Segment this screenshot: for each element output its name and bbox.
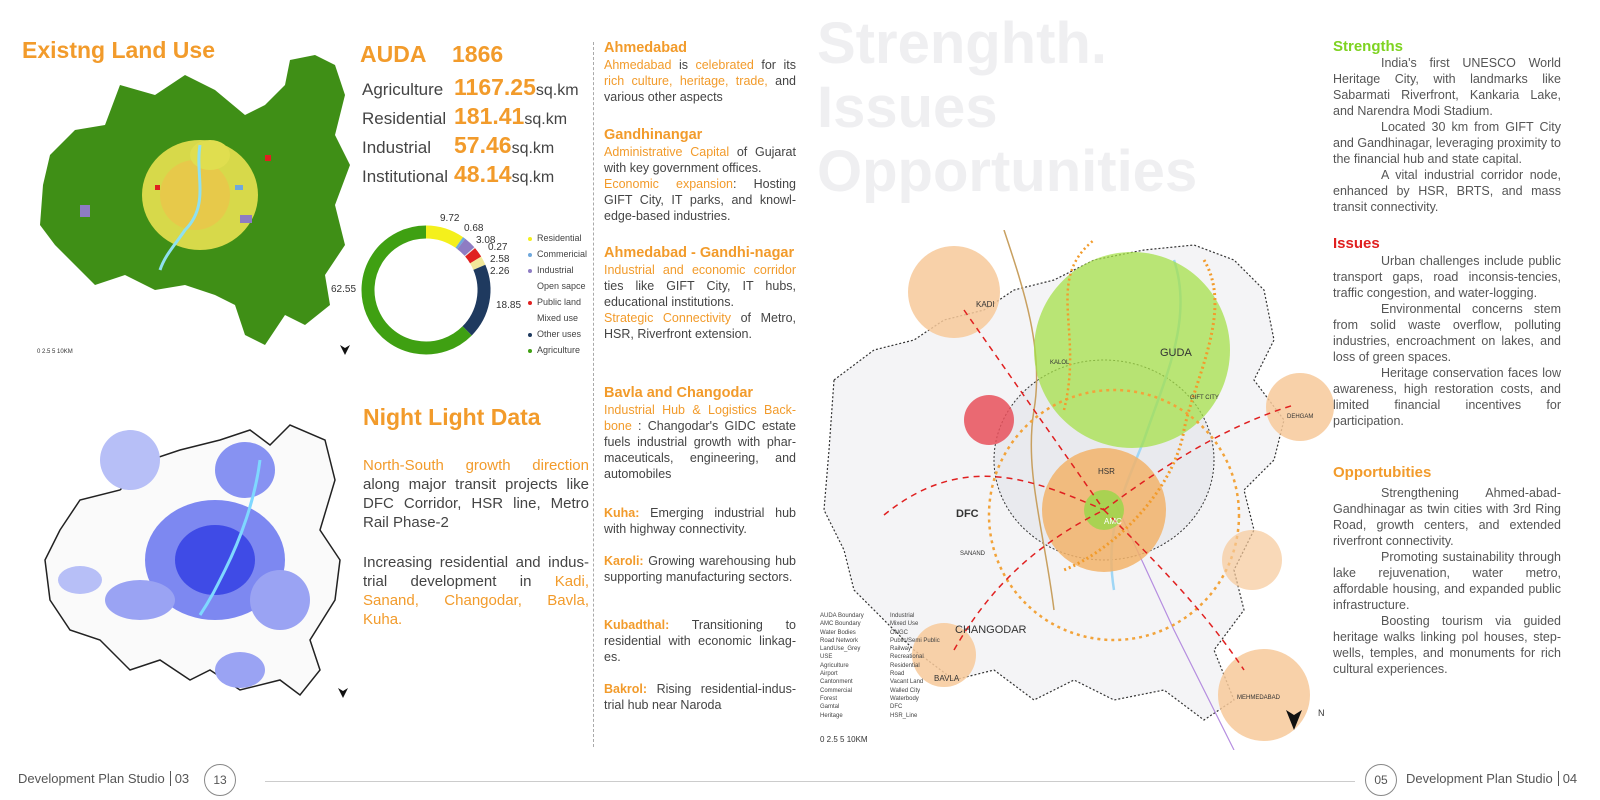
legend-residential: Residential (528, 233, 582, 243)
donut-slice-agriculture (368, 232, 467, 348)
map-label-dfc: DFC (956, 508, 979, 520)
stat-residential: Residential 181.41sq.km (362, 103, 568, 129)
legend-agriculture: Agriculture (528, 345, 580, 355)
night-light-para-1: North-South growth direction along major transit projects like DFC Corridor, HSR line, Metro Rail Phase-2 (363, 457, 589, 531)
donut-label-mixed-use: 2.26 (490, 266, 510, 277)
night-light-title: Night Light Data (363, 404, 541, 430)
bavla-section: Bavla and Changodar Industrial Hub & Logistics Back-bone : Changodar's GIDC estate fuels industrial growth with phar-maceuticals, engineering, and automobiles (604, 385, 796, 481)
column-divider (593, 42, 594, 747)
map-label-mehmedabad: MEHMEDABAD (1237, 695, 1281, 701)
bakrol-section: Bakrol: Rising residential-indus-trial hub near Naroda (604, 682, 796, 712)
map-label-dehgam: DEHGAM (1287, 414, 1314, 420)
donut-slice-public-land (470, 252, 476, 260)
legend-mixed-use: Mixed use (528, 313, 578, 323)
stat-institutional: Institutional 48.14sq.km (362, 161, 555, 187)
map-legend-col2: Industrial Mixed Use ONGC Public/Semi Public Railway Recreational Residential Road Vacant Land Walled City Waterbody DFC HSR_Line (890, 613, 940, 719)
donut-label-industrial: 3.08 (476, 235, 496, 246)
corridor-section: Ahmedabad - Gandhi-nagar Industrial and economic corridor ties like GIFT City, IT hubs, educational institutions. Strategic Connectivity of Metro, HSR, Riverfront extension. (604, 245, 797, 341)
donut-slice-industrial (461, 244, 469, 252)
map-label-hsr: HSR (1098, 467, 1115, 476)
stat-industrial: Industrial 57.46sq.km (362, 132, 555, 158)
auda-label: AUDA (360, 41, 427, 67)
map-label-amc: AMC (1104, 517, 1122, 526)
land-use-title: Existng Land Use (22, 37, 215, 63)
auda-year: 1866 (452, 41, 504, 67)
map-label-kalol: KALOL (1050, 360, 1070, 366)
donut-label-public-land: 2.58 (490, 254, 510, 265)
soi-watermark-title: Strenghth. Issues Opportunities (817, 11, 1198, 204)
legend-industrial: Industrial (528, 265, 574, 275)
map-scale: 0 2.5 5 10KM (820, 735, 868, 744)
legend-commercial: Commericial (528, 249, 587, 259)
map-label-changodar: CHANGODAR (955, 624, 1027, 636)
footer-right-label: Development Plan Studio 04 (1406, 771, 1578, 786)
footer-rule (265, 781, 1355, 782)
donut-label-commercial: 0.68 (464, 223, 484, 234)
north-arrow-icon-2 (338, 688, 348, 698)
night-light-para-2: Increasing residential and indus-trial development in Kadi, Sanand, Changodar, Bavla, Kuha. (363, 554, 589, 628)
strengths-list: India's first UNESCO World Heritage City, with landmarks like Sabarmati Riverfront, Kankaria Lake, and Narendra Modi Stadium. Located 30 km from GIFT City and Gandhinagar, leveraging proximity to the financial hub and state capital. A vital industrial corridor node, enhanced by HSR, BRTS, and mass transit connectivity. (1333, 56, 1561, 214)
north-arrow-icon (340, 345, 350, 355)
stat-agriculture: Agriculture 1167.25sq.km (362, 74, 579, 100)
donut-slice-residential (426, 232, 459, 242)
donut-label-residential: 9.72 (440, 213, 460, 224)
donut-label-other-uses: 18.85 (496, 300, 522, 311)
kuha-section: Kuha: Emerging industrial hub with highway connectivity. (604, 506, 796, 536)
opportunities-title: Opportubities (1333, 464, 1432, 481)
map-label-sanand: SANAND (960, 551, 986, 557)
issues-list: Urban challenges include public transport gaps, road inconsis-tencies, traffic congestion, and water-logging. Environmental concerns stem from solid waste overflow, polluting industries, encroachment on lakes, and loss of green spaces. Heritage conservation faces low awareness, high restoration costs, and limited financial incentives for participation. (1333, 254, 1561, 428)
legend-other-uses: Other uses (528, 329, 581, 339)
donut-label-agriculture: 62.55 (331, 284, 357, 295)
map-legend-col1: AUDA Boundary AMC Boundary Water Bodies Road Network LandUse_Grey USE Agriculture Airport Cantonment Commercial Forest Gamtal Heritage (820, 613, 864, 719)
donut-label-open-space: 0.27 (488, 242, 508, 253)
donut-slice-commericial (459, 242, 461, 243)
map-label-gift-city: GIFT CITY (1190, 395, 1219, 401)
land-use-scale: 0 2.5 5 10KM (37, 349, 73, 355)
map-north-label: N (1318, 708, 1325, 718)
opportunities-list: Strengthening Ahmed-abad-Gandhinagar as twin cities with 3rd Ring Road, growth centers, and extended riverfront connectivity. Promoting sustainability through lake rejuvenation, water metro, affordable housing, and expanded public infrastructure. Boosting tourism via guided heritage walks linking pol houses, step-wells, temples, and monuments for rich cultural experiences. (1333, 486, 1561, 676)
donut-slice-open-sapce (469, 252, 470, 253)
karoli-section: Karoli: Growing warehousing hub supporting manufacturing sectors. (604, 554, 796, 584)
map-label-bavla: BAVLA (934, 674, 960, 683)
gandhinagar-section: Gandhinangar Administrative Capital of Gujarat with key government offices. Economic expansion: Hosting GIFT City, IT parks, and knowl-edge-based industries. (604, 127, 796, 223)
footer-left-label: Development Plan Studio 03 (18, 771, 190, 786)
legend-public-land: Public land (528, 297, 581, 307)
donut-slice-other-uses (467, 267, 484, 331)
map-label-guda: GUDA (1160, 347, 1192, 359)
night-light-map (40, 400, 360, 718)
footer-left-page-circle: 13 (204, 764, 236, 796)
kubadthal-section: Kubadthal: Transitioning to residential with economic linkag-es. (604, 618, 796, 664)
ahmedabad-section: Ahmedabad Ahmedabad is celebrated for its rich culture, heritage, trade, and various other aspects (604, 40, 796, 104)
land-use-donut-chart (358, 222, 494, 358)
footer-right-page-circle: 05 (1365, 764, 1397, 796)
strengths-title: Strengths (1333, 38, 1404, 55)
issues-title: Issues (1333, 235, 1380, 252)
donut-slice-mixed-use (476, 260, 480, 267)
land-use-map (35, 55, 360, 355)
legend-open-space: Open sapce (528, 281, 586, 291)
map-label-kadi: KADI (976, 300, 995, 309)
